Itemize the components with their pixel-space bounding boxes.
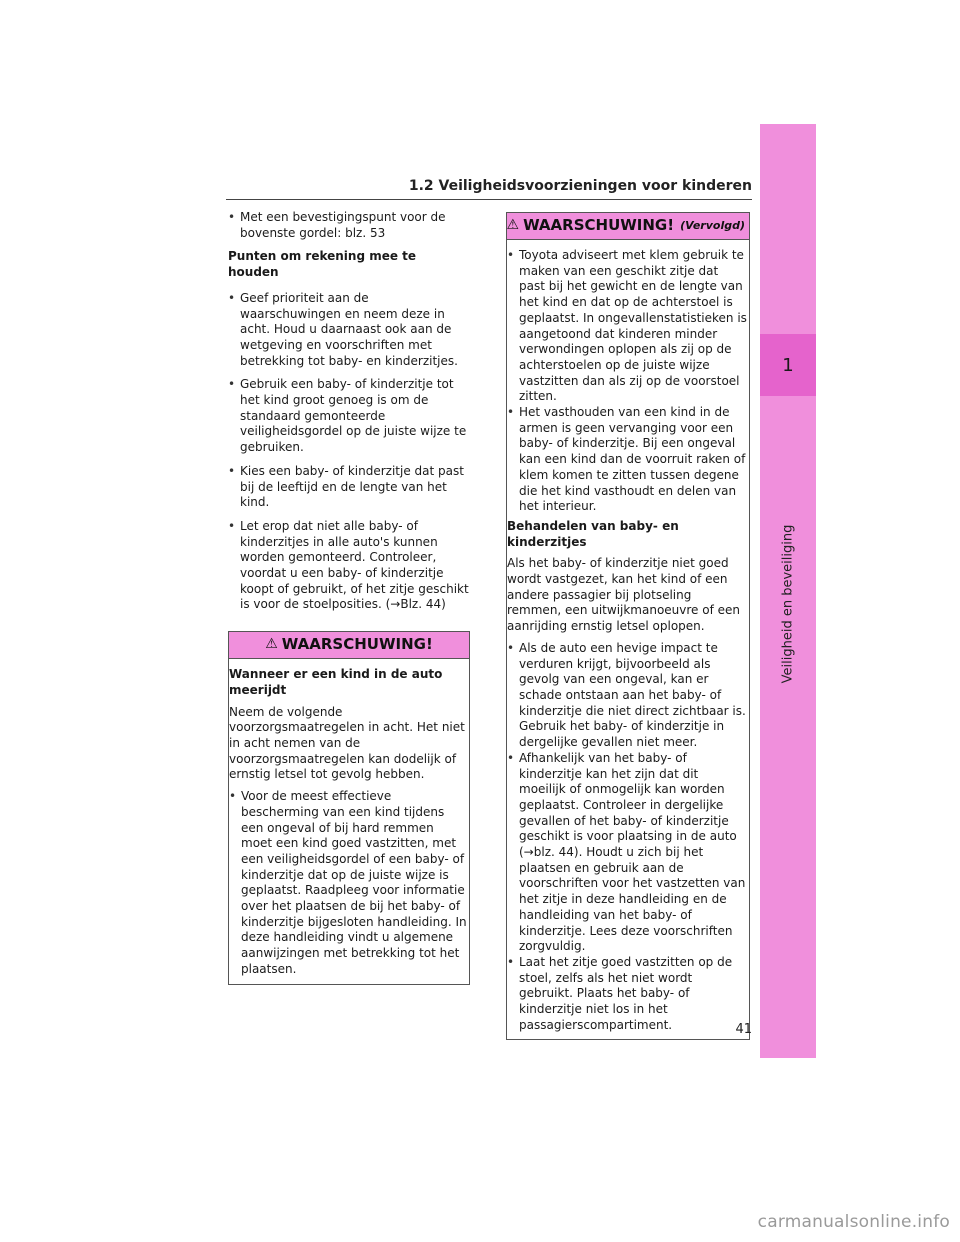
warning-triangle-icon: ⚠ <box>506 217 520 234</box>
page-number: 41 <box>735 1022 752 1037</box>
list-item: • Het vasthouden van een kind in de armen is geen vervanging voor een baby- of kinderzitje. Bij een ongeval kan een kind dan de voorruit raken of klem komen te zitten tussen degene die het kind vasthoudt en delen van het interieur. <box>507 405 747 515</box>
warning-triangle-icon: ⚠ <box>265 636 278 653</box>
warning-subheading: Behandelen van baby- en kinderzitjes <box>507 518 679 549</box>
chapter-title: Veiligheid en beveiliging <box>780 524 796 684</box>
list-item: • Als de auto een hevige impact te verduren krijgt, bijvoorbeeld als gevolg van een ongeval, kan er schade ontstaan aan het baby- of kinderzitje die niet direct zichtbaar is. Gebruik het baby- of kinderzitje in dergelijke gevallen niet meer. <box>507 641 747 751</box>
warning-box-continued <box>506 212 750 1040</box>
left-column <box>228 210 470 985</box>
warning-list-a <box>507 248 747 515</box>
warning-list-b <box>507 641 747 1034</box>
warning-title: WAARSCHUWING! <box>281 635 433 654</box>
list-item: • Let erop dat niet alle baby- of kinderzitjes in alle auto's kunnen worden gemonteerd. Controleer, voordat u een baby- of kinderzitje koopt of gebruikt, of het zitje geschikt is voor de stoelposities. (→Blz. 44) <box>228 519 470 613</box>
list-item: • Afhankelijk van het baby- of kinderzitje kan het zijn dat dit moeilijk of onmogelijk kan worden geplaatst. Controleer in dergelijke gevallen of het baby- of kinderzitje geschikt is voor plaatsing in de auto (→blz. 44). Houdt u zich bij het plaatsen en gebruik aan de voorschriften voor het vastzetten van het zitje in deze handleiding en de handleiding van het baby- of kinderzitje. Lees deze voorschriften zorgvuldig. <box>507 751 747 955</box>
points-list <box>228 291 470 613</box>
header-rule <box>226 199 752 200</box>
list-item: • Met een bevestigingspunt voor de bovenste gordel: blz. 53 <box>228 210 470 241</box>
list-item: • Kies een baby- of kinderzitje dat past bij de leeftijd en de lengte van het kind. <box>228 464 470 511</box>
list-item: • Toyota adviseert met klem gebruik te maken van een geschikt zitje dat past bij het gewicht en de lengte van het kind en dat op de achterstoel is geplaatst. In ongevallenstatistieken is aangetoond dat kinderen minder verwondingen oplopen als zij op de achterstoelen op de juiste wijze vastzitten dan als zij op de voorstoel zitten. <box>507 248 747 405</box>
warning-paragraph: Als het baby- of kinderzitje niet goed wordt vastgezet, kan het kind of een andere passagier bij plotseling remmen, een uitwijkmanoeuvre of een aanrijding ernstig letsel oplopen. <box>507 556 741 634</box>
intro-list <box>228 210 470 241</box>
warning-subtitle: Wanneer er een kind in de auto meerijdt <box>229 667 443 697</box>
list-item: • Voor de meest effectieve bescherming van een kind tijdens een ongeval of bij hard remmen moet een kind goed vastzitten, met een veiligheidsgordel of een baby- of kinderzitje dat op de juiste wijze is geplaatst. Raadpleeg voor informatie over het plaatsen de bij het baby- of kinderzitje bijgesloten handleiding. In deze handleiding vindt u algemene aanwijzingen met betrekking tot het plaatsen. <box>229 789 467 977</box>
list-item: • Gebruik een baby- of kinderzitje tot het kind groot genoeg is om de standaard gemonteerde veiligheidsgordel op de juiste wijze te gebruiken. <box>228 377 470 456</box>
list-item: • Geef prioriteit aan de waarschuwingen en neem deze in acht. Houd u daarnaast ook aan de wetgeving en voorschriften met betrekking tot baby- en kinderzitjes. <box>228 291 470 370</box>
warning-header <box>229 632 469 659</box>
watermark: carmanualsonline.info <box>757 1212 950 1232</box>
chapter-side-tab <box>760 124 816 1058</box>
warning-title: WAARSCHUWING! <box>523 216 675 235</box>
warning-list <box>229 789 467 977</box>
warning-box <box>228 631 470 984</box>
points-heading: Punten om rekening mee te houden <box>228 249 417 280</box>
warning-body <box>229 659 469 983</box>
warning-body <box>507 240 749 1039</box>
warning-continued-label: (Vervolgd) <box>680 219 745 233</box>
chapter-number: 1 <box>760 334 816 396</box>
warning-header <box>507 213 749 240</box>
warning-paragraph: Neem de volgende voorzorgsmaatregelen in acht. Het niet in acht nemen van de voorzorgsmaatregelen kan dodelijk of ernstig letsel tot gevolg hebben. <box>229 704 465 782</box>
running-header: 1.2 Veiligheidsvoorzieningen voor kinderen <box>408 178 752 194</box>
list-item: • Laat het zitje goed vastzitten op de stoel, zelfs als het niet wordt gebruikt. Plaats het baby- of kinderzitje niet los in het passagierscompartiment. <box>507 955 747 1034</box>
right-column <box>506 212 750 1040</box>
